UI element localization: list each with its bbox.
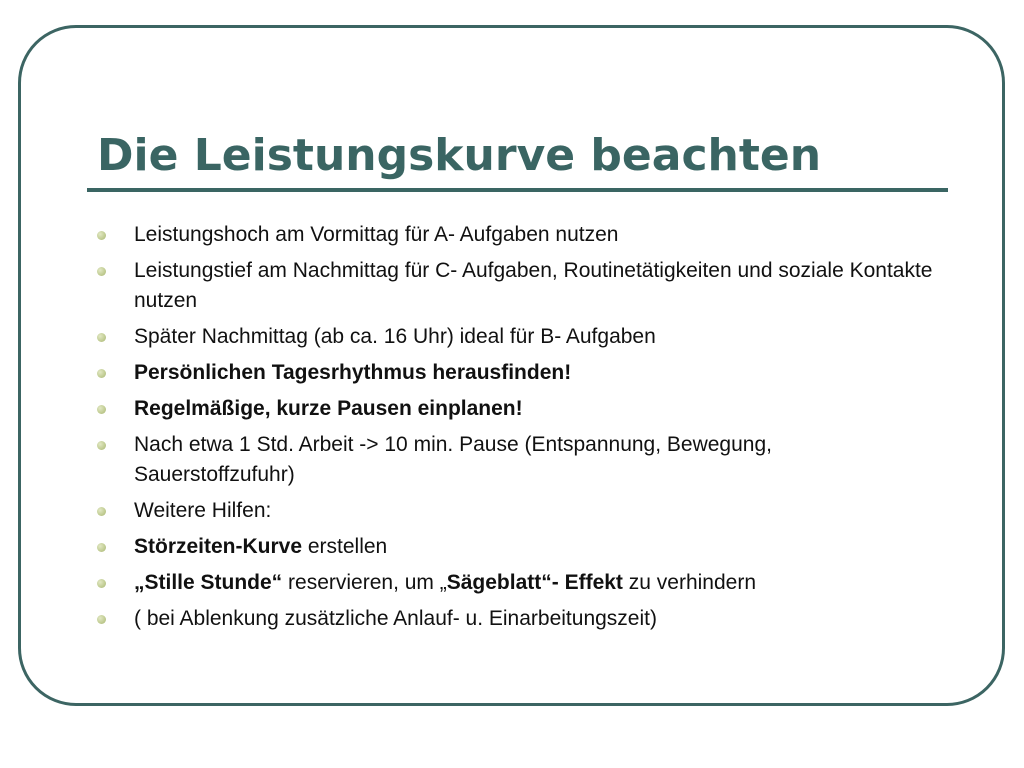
bullet-item bbox=[96, 394, 936, 424]
bullet-text: Weitere Hilfen: bbox=[134, 499, 272, 522]
bullet-item bbox=[96, 604, 936, 634]
bullet-dot-icon bbox=[97, 405, 106, 414]
bullet-text: Später Nachmittag (ab ca. 16 Uhr) ideal für B- Aufgaben bbox=[134, 325, 656, 348]
bullet-list bbox=[96, 220, 936, 640]
bullet-text: „Stille Stunde“ bbox=[134, 571, 283, 594]
bullet-dot-icon bbox=[97, 231, 106, 240]
bullet-text: zu verhindern bbox=[622, 571, 757, 594]
bullet-item bbox=[96, 256, 936, 316]
bullet-item bbox=[96, 532, 936, 562]
bullet-dot-icon bbox=[97, 333, 106, 342]
bullet-text: reservieren, um „ bbox=[282, 571, 447, 594]
bullet-text: ( bei Ablenkung zusätzliche Anlauf- u. Einarbeitungszeit) bbox=[134, 607, 657, 630]
bullet-text: erstellen bbox=[302, 535, 388, 558]
bullet-dot-icon bbox=[97, 543, 106, 552]
bullet-item bbox=[96, 430, 936, 490]
bullet-text: Nach etwa 1 Std. Arbeit -> 10 min. Pause (Entspannung, Bewegung, Sauerstoffzufuhr) bbox=[134, 433, 772, 486]
bullet-text: Regelmäßige, kurze Pausen einplanen! bbox=[134, 397, 523, 420]
bullet-dot-icon bbox=[97, 267, 106, 276]
bullet-text: Sägeblatt“- Effekt bbox=[446, 571, 623, 594]
bullet-item bbox=[96, 568, 936, 598]
bullet-item bbox=[96, 358, 936, 388]
bullet-item bbox=[96, 220, 936, 250]
bullet-item bbox=[96, 496, 936, 526]
bullet-dot-icon bbox=[97, 441, 106, 450]
bullet-dot-icon bbox=[97, 369, 106, 378]
bullet-text: Leistungshoch am Vormittag für A- Aufgaben nutzen bbox=[134, 223, 619, 246]
title-divider bbox=[87, 188, 948, 192]
bullet-text: Leistungstief am Nachmittag für C- Aufgaben, Routinetätigkeiten und soziale Kontakte nutzen bbox=[134, 259, 933, 312]
bullet-dot-icon bbox=[97, 579, 106, 588]
bullet-dot-icon bbox=[97, 507, 106, 516]
bullet-text: Persönlichen Tagesrhythmus herausfinden! bbox=[134, 361, 572, 384]
bullet-text: Störzeiten-Kurve bbox=[134, 535, 303, 558]
bullet-item bbox=[96, 322, 936, 352]
bullet-dot-icon bbox=[97, 615, 106, 624]
slide-title: Die Leistungskurve beachten bbox=[97, 130, 822, 181]
